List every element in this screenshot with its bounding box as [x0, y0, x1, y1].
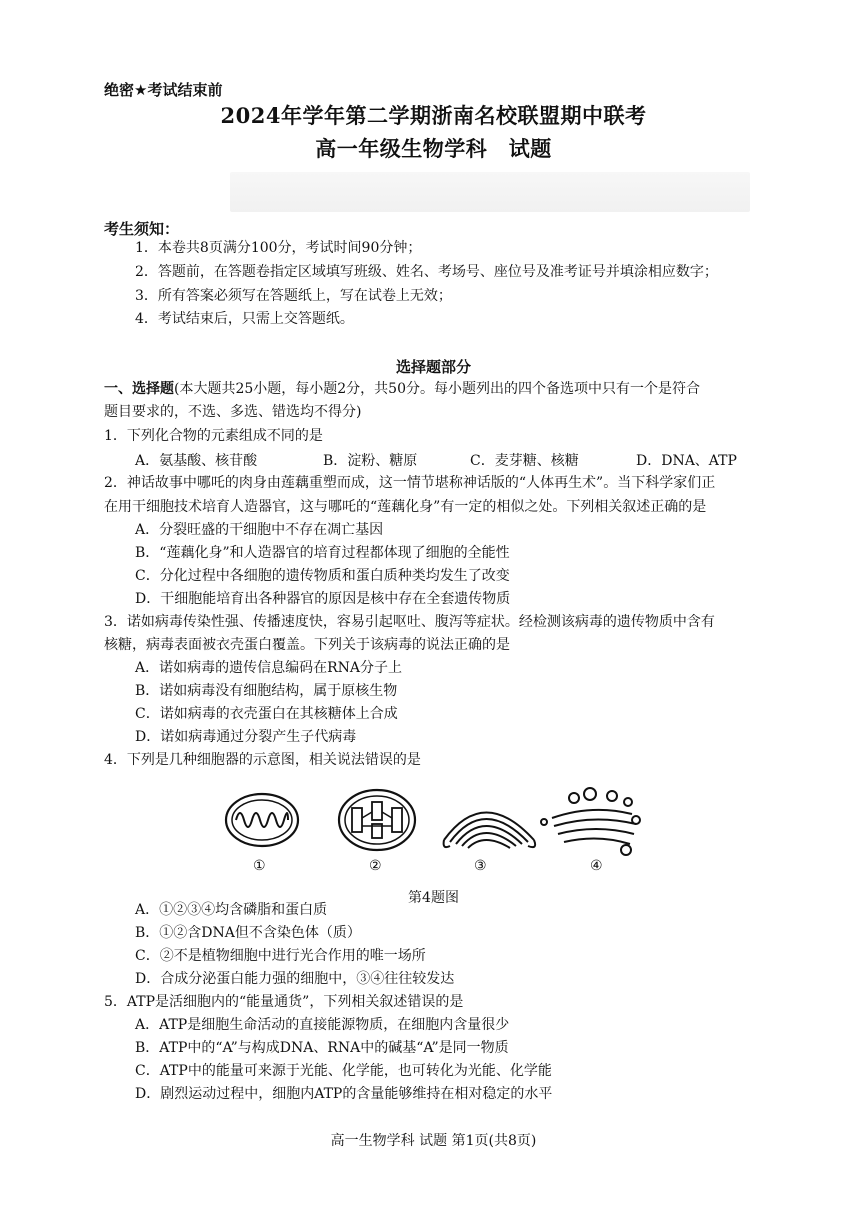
question-1-stem: 1．下列化合物的元素组成不同的是 [104, 428, 323, 444]
question-1-option-c: C．麦芽糖、核糖 [470, 453, 579, 469]
question-4-option-c: C．②不是植物细胞中进行光合作用的唯一场所 [135, 948, 426, 964]
page-footer: 高一生物学科 试题 第1页(共8页) [330, 1133, 537, 1149]
instructions-heading: 一、选择题 [104, 381, 174, 397]
question-3-option-a: A．诺如病毒的遗传信息编码在RNA分子上 [135, 660, 403, 676]
notice-item: 4．考试结束后，只需上交答题纸。 [135, 311, 354, 327]
question-1-option-d: D．DNA、ATP [636, 453, 737, 469]
figure-label-3: ③ [474, 858, 487, 874]
question-1-option-a: A．氨基酸、核苷酸 [135, 453, 258, 469]
instructions-text: (本大题共25小题，每小题2分，共50分。每小题列出的四个备选项中只有一个是符合 [174, 381, 700, 397]
endoplasmic-reticulum-drawing [444, 813, 536, 849]
question-2-option-b: B．“莲藕化身”和人造器官的培育过程都体现了细胞的全能性 [135, 545, 510, 561]
section-title: 选择题部分 [395, 358, 471, 376]
question-3-stem: 核糖，病毒表面被衣壳蛋白覆盖。下列关于该病毒的说法正确的是 [104, 637, 510, 653]
question-5-option-c: C．ATP中的能量可来源于光能、化学能，也可转化为光能、化学能 [135, 1063, 552, 1079]
notice-item: 3．所有答案必须写在答题纸上，写在试卷上无效； [135, 288, 452, 304]
question-2-option-a: A．分裂旺盛的干细胞中不存在凋亡基因 [135, 522, 384, 538]
chloroplast-drawing [339, 790, 415, 850]
question-2-stem: 2．神话故事中哪吒的肉身由莲藕重塑而成，这一情节堪称神话版的“人体再生术”。当下科学家们正 [104, 475, 716, 491]
question-1-option-b: B．淀粉、糖原 [323, 453, 418, 469]
exam-subtitle: 高一年级生物学科 试题 [315, 136, 552, 161]
figure-label-1: ① [253, 858, 266, 874]
question-4-option-a: A．①②③④均含磷脂和蛋白质 [135, 902, 328, 918]
question-5-option-a: A．ATP是细胞生命活动的直接能源物质，在细胞内含量很少 [135, 1017, 510, 1033]
question-3-option-d: D．诺如病毒通过分裂产生子代病毒 [135, 729, 357, 745]
exam-title: 2024年学年第二学期浙南名校联盟期中联考 [220, 103, 647, 128]
question-2-stem: 在用干细胞技术培育人造器官，这与哪吒的“莲藕化身”有一定的相似之处。下列相关叙述正确的是 [104, 499, 707, 515]
mitochondrion-drawing [226, 794, 298, 846]
question-3-option-b: B．诺如病毒没有细胞结构，属于原核生物 [135, 683, 398, 699]
golgi-apparatus-drawing [541, 788, 640, 855]
organelle-figure [222, 780, 642, 860]
question-3-stem: 3．诺如病毒传染性强、传播速度快，容易引起呕吐、腹泻等症状。经检测该病毒的遗传物质中含有 [104, 614, 715, 630]
question-5-stem: 5．ATP是活细胞内的“能量通货”，下列相关叙述错误的是 [104, 994, 464, 1010]
question-2-option-d: D．干细胞能培育出各种器官的原因是核中存在全套遗传物质 [135, 591, 511, 607]
question-2-option-c: C．分化过程中各细胞的遗传物质和蛋白质种类均发生了改变 [135, 568, 510, 584]
question-4-stem: 4．下列是几种细胞器的示意图，相关说法错误的是 [104, 752, 421, 768]
confidential-label: 绝密★考试结束前 [104, 81, 223, 99]
instructions-line: 题目要求的，不选、多选、错选均不得分) [104, 404, 362, 420]
notice-item: 2．答题前，在答题卷指定区域填写班级、姓名、考场号、座位号及准考证号并填涂相应数字； [135, 264, 718, 280]
figure-caption: 第4题图 [408, 890, 459, 906]
question-4-option-d: D．合成分泌蛋白能力强的细胞中，③④往往较发达 [135, 971, 455, 987]
redacted-area [230, 172, 750, 212]
notice-heading: 考生须知： [104, 220, 180, 238]
figure-label-4: ④ [590, 858, 603, 874]
figure-label-2: ② [369, 858, 382, 874]
question-3-option-c: C．诺如病毒的衣壳蛋白在其核糖体上合成 [135, 706, 398, 722]
notice-item: 1．本卷共8页满分100分，考试时间90分钟； [135, 240, 422, 256]
question-4-option-b: B．①②含DNA但不含染色体（质） [135, 925, 361, 941]
question-5-option-b: B．ATP中的“A”与构成DNA、RNA中的碱基“A”是同一物质 [135, 1040, 509, 1056]
instructions-line [104, 379, 700, 399]
question-5-option-d: D．剧烈运动过程中，细胞内ATP的含量能够维持在相对稳定的水平 [135, 1086, 553, 1102]
